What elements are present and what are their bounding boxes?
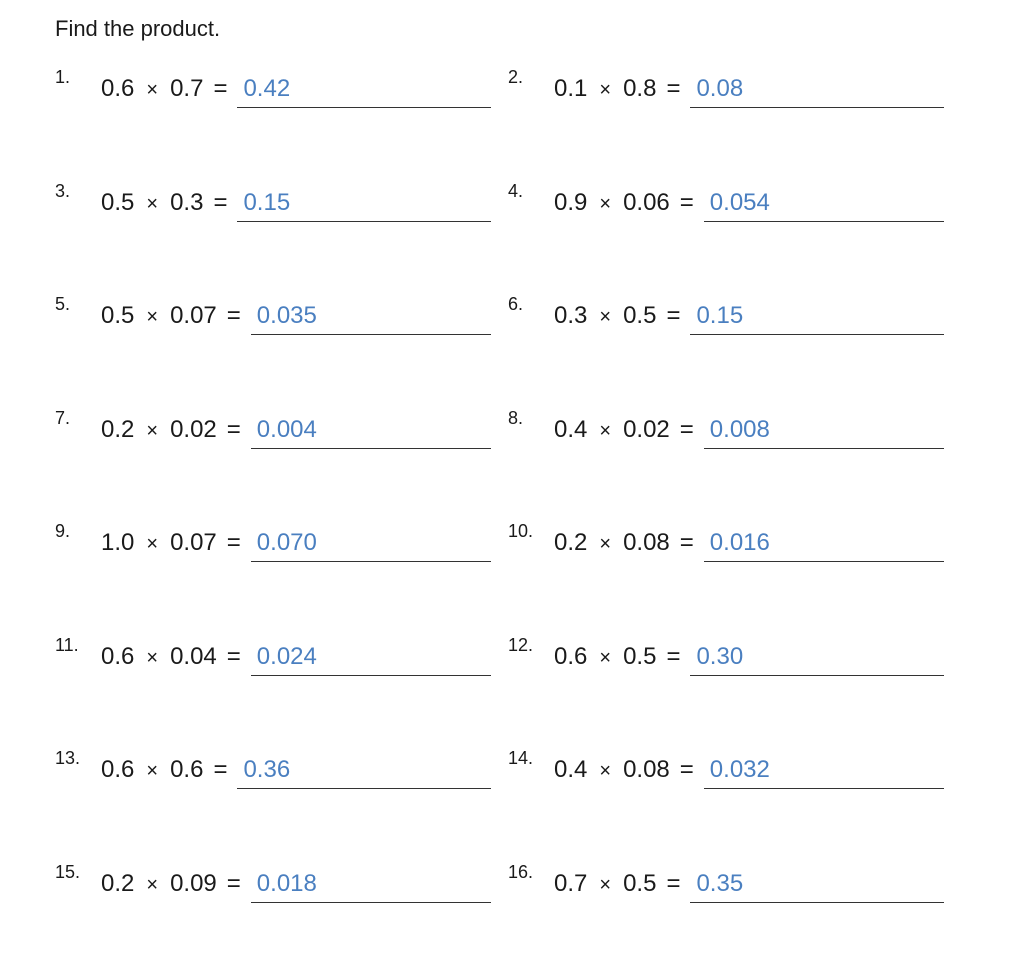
factor-b: 0.5 — [623, 869, 657, 897]
answer-field[interactable]: 0.30 — [690, 642, 944, 676]
equals-sign: = — [666, 869, 681, 897]
instructions: Find the product. — [55, 16, 221, 41]
equals-sign: = — [679, 188, 694, 216]
times-sign: × — [599, 79, 612, 101]
times-sign: × — [599, 306, 612, 328]
factor-a: 0.2 — [101, 415, 135, 443]
problem-expression — [554, 188, 944, 222]
factor-a: 1.0 — [101, 529, 135, 556]
equals-sign: = — [226, 869, 241, 897]
times-sign: × — [146, 192, 159, 215]
equals-sign: = — [666, 302, 681, 329]
factor-a: 0.1 — [554, 75, 588, 102]
factor-a: 0.2 — [554, 529, 588, 556]
factor-a: 0.6 — [101, 642, 135, 670]
problem-number: 15. — [55, 861, 81, 882]
problem-number: 12. — [508, 634, 534, 655]
problem-number: 4. — [508, 180, 524, 201]
times-sign: × — [599, 760, 612, 782]
answer-field[interactable]: 0.15 — [690, 301, 944, 335]
factor-b: 0.02 — [623, 415, 670, 443]
problem-number: 2. — [508, 67, 524, 87]
problem-item — [55, 293, 495, 333]
factor-b: 0.8 — [623, 75, 657, 102]
factor-a: 0.4 — [554, 415, 588, 443]
times-sign: × — [599, 873, 612, 896]
problem-expression — [554, 415, 944, 449]
times-sign: × — [146, 760, 159, 782]
problem-expression — [101, 755, 491, 789]
problem-expression — [101, 301, 491, 335]
factor-a: 0.5 — [101, 302, 135, 329]
factor-b: 0.5 — [623, 302, 657, 329]
problem-number: 11. — [55, 634, 79, 655]
factor-a: 0.6 — [101, 756, 135, 783]
times-sign: × — [146, 646, 159, 669]
answer-field[interactable]: 0.016 — [704, 528, 944, 562]
problem-item — [55, 180, 495, 220]
answer-field[interactable]: 0.42 — [237, 74, 491, 108]
answer-field[interactable]: 0.36 — [237, 755, 491, 789]
factor-a: 0.6 — [554, 642, 588, 670]
problem-item — [508, 520, 948, 560]
times-sign: × — [146, 419, 159, 442]
factor-b: 0.02 — [170, 415, 217, 443]
equals-sign: = — [666, 75, 681, 102]
problem-expression — [101, 869, 491, 903]
factor-b: 0.07 — [170, 302, 217, 329]
factor-b: 0.5 — [623, 642, 657, 670]
factor-a: 0.4 — [554, 756, 588, 783]
problem-number: 5. — [55, 294, 71, 314]
answer-field[interactable]: 0.004 — [251, 415, 491, 449]
answer-field[interactable]: 0.035 — [251, 301, 491, 335]
factor-b: 0.06 — [623, 188, 670, 216]
times-sign: × — [599, 533, 612, 555]
problem-number: 16. — [508, 861, 534, 882]
answer-field[interactable]: 0.15 — [237, 188, 491, 222]
equals-sign: = — [226, 302, 241, 329]
answer-field[interactable]: 0.35 — [690, 869, 944, 903]
answer-field[interactable]: 0.008 — [704, 415, 944, 449]
problem-item — [55, 66, 495, 106]
problem-expression — [101, 188, 491, 222]
factor-b: 0.07 — [170, 529, 217, 556]
problem-item — [55, 520, 495, 560]
problem-item — [508, 861, 948, 901]
problem-expression — [101, 415, 491, 449]
problem-item — [55, 747, 495, 787]
problem-expression — [554, 528, 944, 562]
problem-item — [55, 407, 495, 447]
problem-expression — [554, 301, 944, 335]
problem-number: 1. — [55, 67, 71, 87]
answer-field[interactable]: 0.08 — [690, 74, 944, 108]
times-sign: × — [146, 306, 159, 328]
problem-expression — [554, 869, 944, 903]
equals-sign: = — [666, 642, 681, 670]
problem-number: 14. — [508, 748, 534, 768]
problem-number: 6. — [508, 294, 524, 314]
factor-b: 0.3 — [170, 188, 204, 216]
problem-item — [508, 180, 948, 220]
equals-sign: = — [213, 188, 228, 216]
times-sign: × — [599, 419, 612, 442]
factor-a: 0.7 — [554, 869, 588, 897]
answer-field[interactable]: 0.054 — [704, 188, 944, 222]
problem-expression — [554, 755, 944, 789]
problem-expression — [101, 74, 491, 108]
equals-sign: = — [213, 75, 228, 102]
problem-item — [55, 861, 495, 901]
times-sign: × — [599, 646, 612, 669]
problem-number: 10. — [508, 521, 534, 541]
problem-number: 9. — [55, 521, 71, 541]
equals-sign: = — [679, 756, 694, 783]
problem-expression — [101, 642, 491, 676]
times-sign: × — [146, 79, 159, 101]
problem-number: 13. — [55, 748, 81, 768]
problem-item — [508, 634, 948, 674]
equals-sign: = — [679, 415, 694, 443]
answer-field[interactable]: 0.032 — [704, 755, 944, 789]
answer-field[interactable]: 0.018 — [251, 869, 491, 903]
answer-field[interactable]: 0.024 — [251, 642, 491, 676]
problem-item — [508, 293, 948, 333]
problem-number: 3. — [55, 180, 71, 201]
problem-expression — [554, 642, 944, 676]
answer-field[interactable]: 0.070 — [251, 528, 491, 562]
equals-sign: = — [213, 756, 228, 783]
equals-sign: = — [679, 529, 694, 556]
factor-b: 0.08 — [623, 529, 670, 556]
factor-b: 0.7 — [170, 75, 204, 102]
factor-a: 0.2 — [101, 869, 135, 897]
times-sign: × — [146, 533, 159, 555]
factor-b: 0.08 — [623, 756, 670, 783]
times-sign: × — [146, 873, 159, 896]
factor-a: 0.5 — [101, 188, 135, 216]
factor-b: 0.04 — [170, 642, 217, 670]
factor-b: 0.6 — [170, 756, 204, 783]
problem-number: 8. — [508, 407, 524, 428]
times-sign: × — [599, 192, 612, 215]
factor-a: 0.9 — [554, 188, 588, 216]
factor-a: 0.3 — [554, 302, 588, 329]
factor-a: 0.6 — [101, 75, 135, 102]
problem-item — [508, 747, 948, 787]
factor-b: 0.09 — [170, 869, 217, 897]
problem-item — [55, 634, 495, 674]
problem-item — [508, 407, 948, 447]
equals-sign: = — [226, 642, 241, 670]
problem-item — [508, 66, 948, 106]
problem-expression — [554, 74, 944, 108]
equals-sign: = — [226, 415, 241, 443]
problem-number: 7. — [55, 407, 71, 428]
equals-sign: = — [226, 529, 241, 556]
problem-expression — [101, 528, 491, 562]
